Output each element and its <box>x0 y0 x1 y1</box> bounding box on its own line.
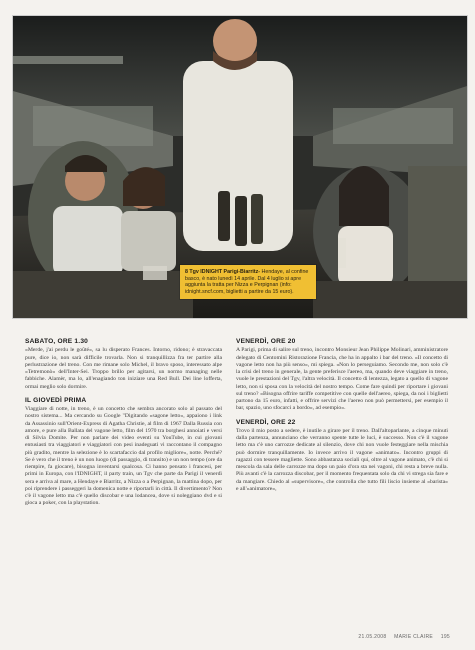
page-footer <box>352 634 450 640</box>
paragraph: Trovo il mio posto a sedere, è inutile a girare per il treno. Dall'altoparlante, a cinque minuti dalla partenza, annunciano che verranno spente tutte le luci, è successo. Non c'è il vagone letto ma c'è uno carrozze dedicate al silenzio, dove chi non vuole festeggiare nella mischia può dormire tranquillamente. Io invece arrivo il vagone «animato». Incontro gruppi di ragazzi con tessere magliette. Sono abbastanza sociali qui, oltre al vagone animato, c'è chi si mescola da sala delle carrozze ma dopo un paio d'ora sta nei vagoni, chi resta a breve nulla. Più avanti c'è la carrozza discobar, per il momento frequentata solo da chi vi strega sia fare e da mangiare. Chiedo al «supervisore», che controlla che tutto fili liscio insieme al «barista» e all'«animatore», <box>236 427 448 492</box>
section-heading: VENERDÌ, ORE 22 <box>236 418 296 426</box>
page-number: 195 <box>440 634 450 640</box>
photo-caption <box>180 265 316 299</box>
right-column <box>236 338 448 499</box>
section-heading: SABATO, ORE 1.30 <box>25 338 89 345</box>
magazine-name: MARIE CLAIRE <box>394 634 434 640</box>
paragraph: Viaggiare di notte, in treno, è un concetto che sembra ancorato solo al passato del nostro sistema... Ma cercando su Google "Digitando «sagone letto», appaiono i link da Assassinio sull'Orient-Express di Agatha Christie, al film di 1967 Dalla Russia con amore, e pure alla Ballata del vagone letto, film del 1970 tra borghesi annoiati e versi di Silvia Domite. Per non parlare dei video eventi su YouTube, in cui giovani entusiasti tra viaggiatori e viaggiatori con pesi inadeguati vi raccontano il compagno più gradito, mentre la selezione è lo scartafaccio dal profilo migliore», notte. Perché? Se è vero che il treno è un non luogo (di passaggio, di transito) e un non tempo (ore da riempire, fa giocare), bisogna inventarsi qualcosa. Ci hanno pensato i francesi, per primi in Europa, con l'IDNIGHT, il party train, un Tgv che parte da Parigi il venerdì sera e arriva al mare, a Hendaye e Biarritz, a Nizza o a Perpignan, la mattina dopo, per poi riprendere i passeggeri la domenica notte e riportarli in città. Il divertimento? Non c'è il vagone letto ma c'è quello discobar e una lodancea, dove si noleggiano dvd e si gioca a poker, con la playstation. <box>25 406 222 507</box>
caption-body: Hendaye, al confine basco, è nato lunedì 14 aprile. Dal 4 luglio si apre aggiunta la tratta per Nizza e Perpignan (info: idnight.sncf.com, biglietti a partire da 15 euro). <box>185 269 309 295</box>
left-column <box>25 338 222 514</box>
section-heading: VENERDÌ, ORE 20 <box>236 338 296 345</box>
section-heading: IL GIOVEDÌ PRIMA <box>25 396 87 404</box>
paragraph: «Merde, j'ai perdu le goûté», sa lu disperato Frances. Intorno, ridono; è stravaccata pure, dice io, non sarà difficile trovarla. Non si tranquillizza fra ter partire alla perlustrazione del treno. Con me rimane solo Michel, il bravo sposo, interessato alpe «Tetremonò» dell'Inter-Sei. Troppo brillo per agitarsi, un normo managing nelle fabbiche. Alamèr, ma lo, all'enagiando ton iniziare una Red Bull. Dei line lofferta, ormai meglio solo dormire. <box>25 347 222 390</box>
article-body <box>0 338 475 628</box>
issue-date: 21.05.2008 <box>358 634 387 640</box>
paragraph: A Parigi, prima di salire sul treno, incontro Monsieur Jean Philippe Molinari, amministratore delegato di Centomini Ristorazione Francia, che ha in appalto i bar del treno. «Il concetto di vagone letto non ha più senso», mi spiega. «Non lo perseguiamo. Secondo me, non solo c'è la crisi del treno in generale, la gente preferisce l'aereo, ma, quando deve viaggiare in treno, vuole le prestazioni del Tgv, l'altra velocità. Il concetto di lentezza, legato a quello di vagone letto, non si sposa con la velocità del nostro tempo. Come fare quindi per riportare i giovani sul treno? «Bisogna offrire tariffe competitive con quelle dell'aereo, spiega, da noi i biglietti partono da 15 euro, infatti, e offrire servizi che l'aereo non può permettersi, per esempio il bar, spazio, uno sfocarci a bordo», ad esempio». <box>236 347 448 412</box>
caption-title: 8 Tgv IDNIGHT Parigi-Biarritz- <box>185 269 261 275</box>
